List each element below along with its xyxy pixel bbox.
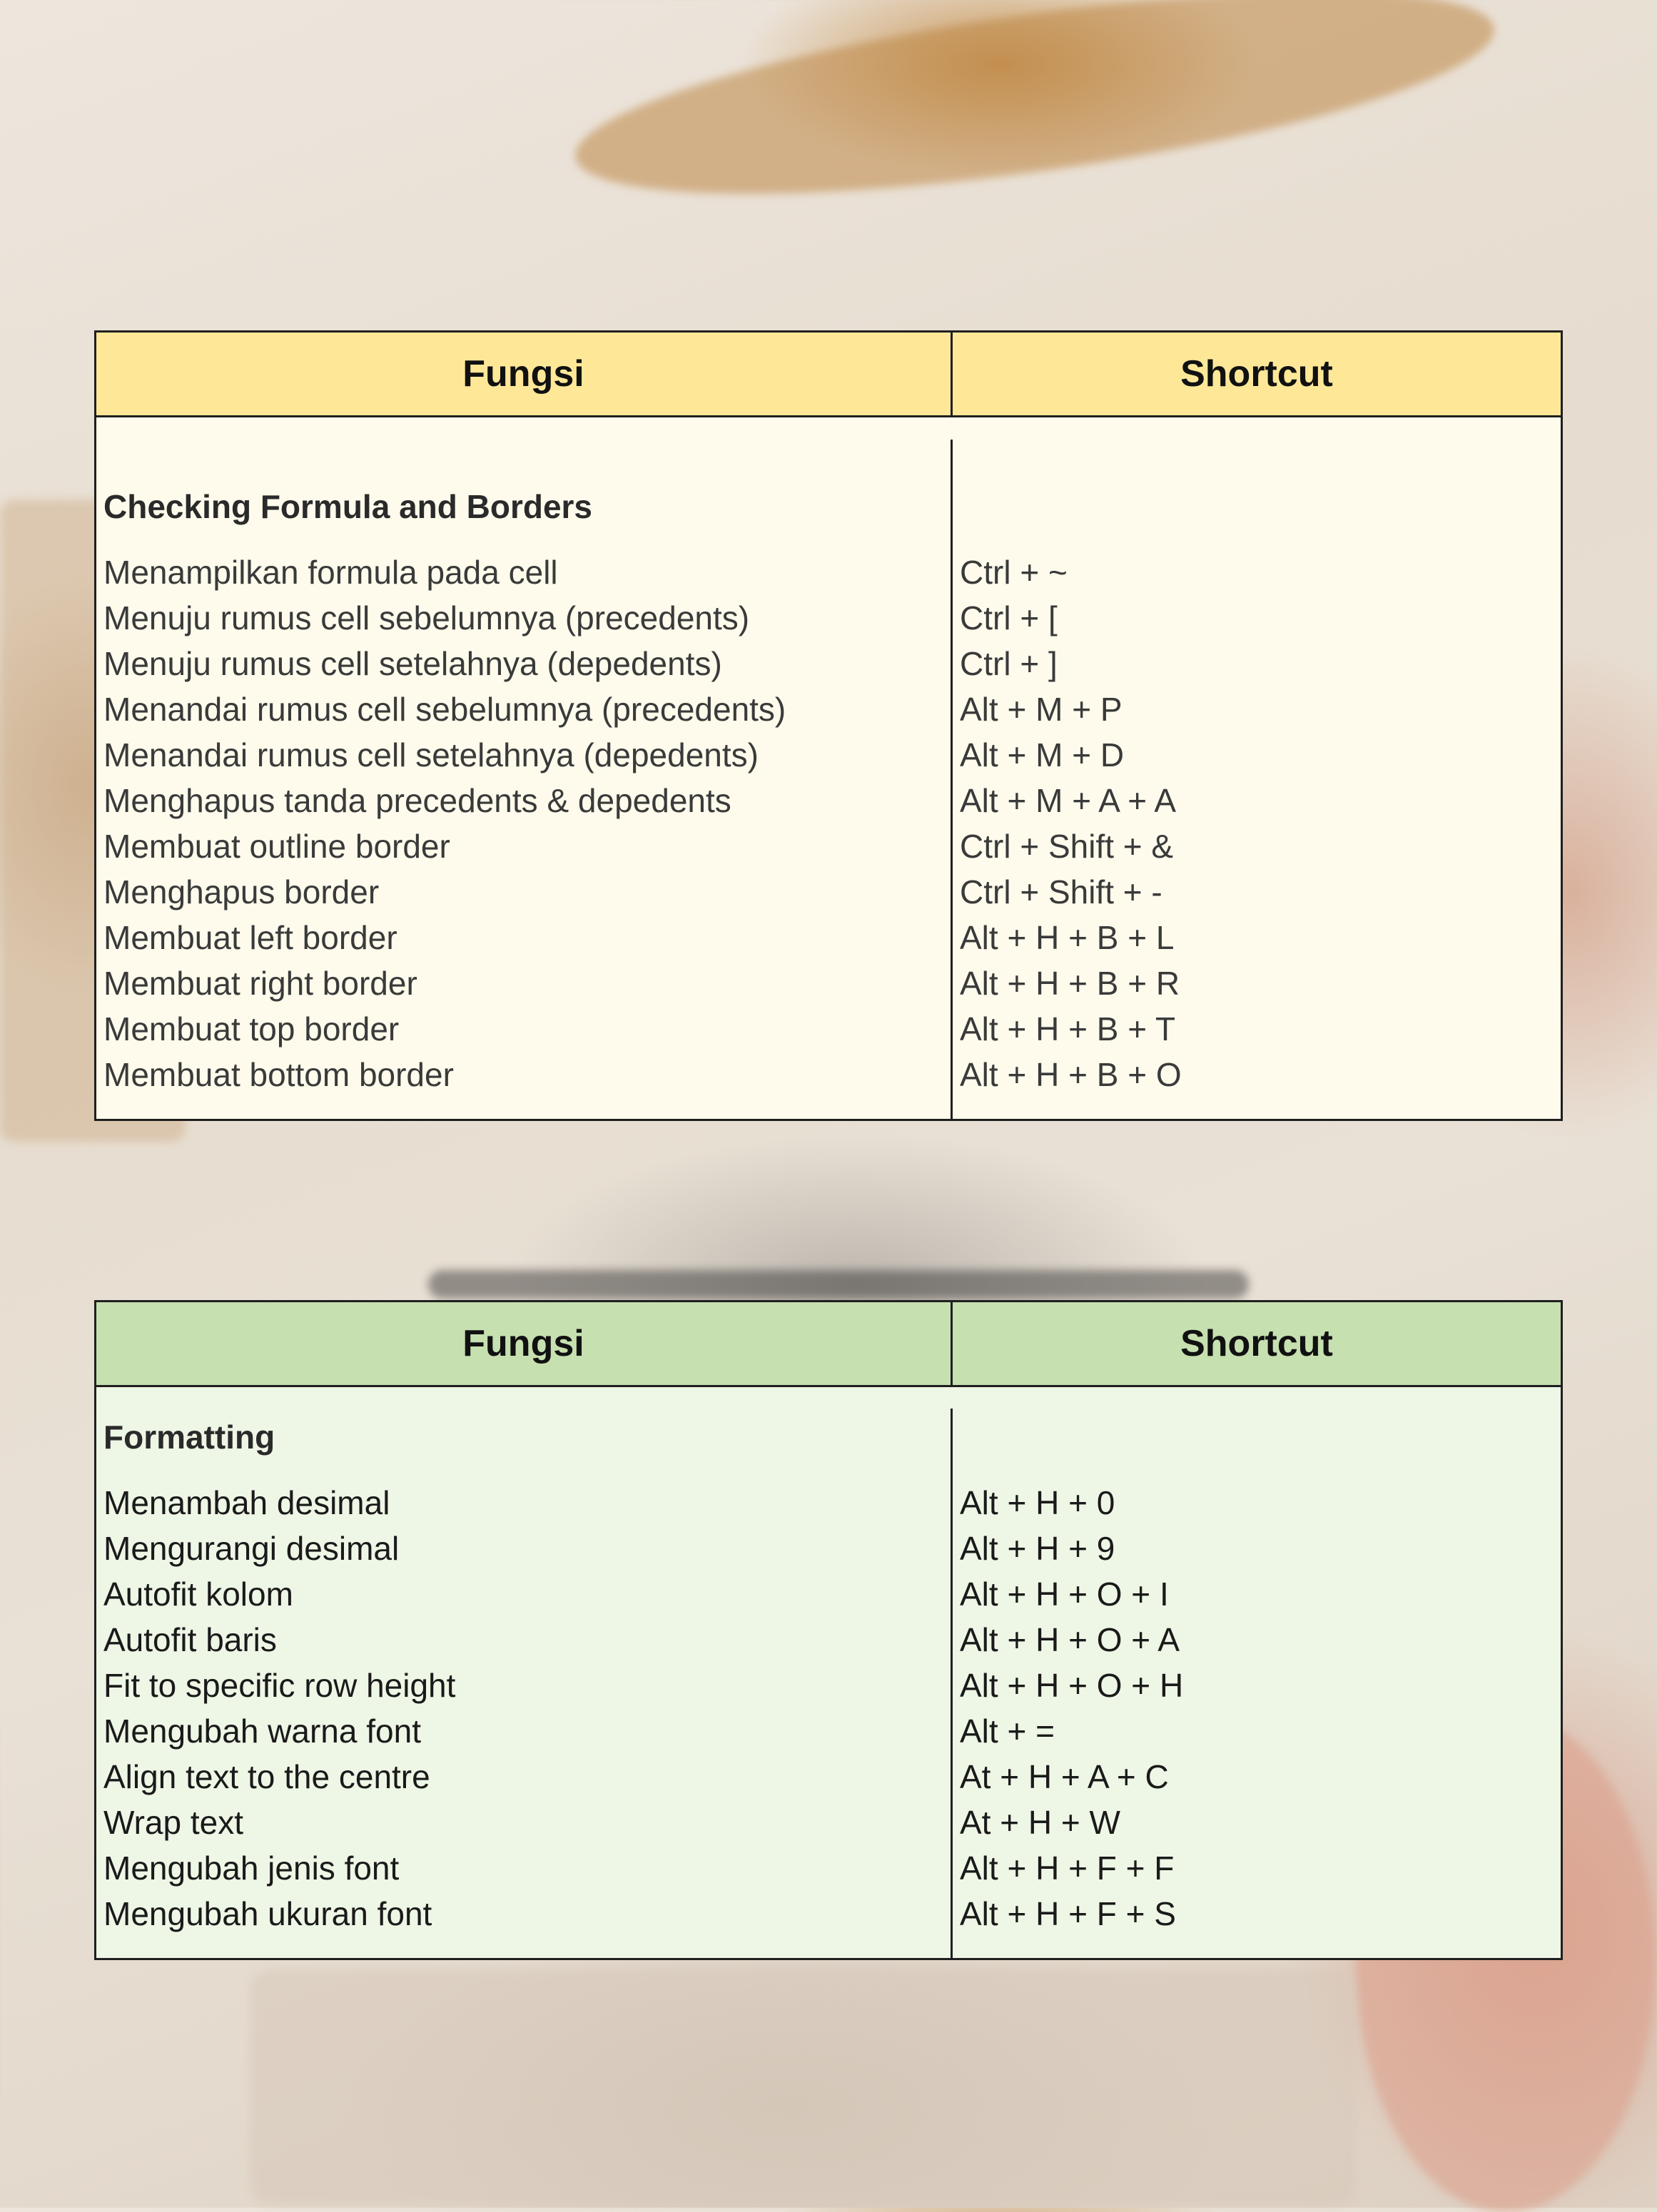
shortcut-table-checking-formula: [94, 330, 1563, 1121]
background-photo-wheat: [564, 0, 1505, 235]
table-row-shortcut: Alt + M + A + A: [960, 781, 1177, 819]
shortcut-table-formatting: [94, 1300, 1563, 1960]
table-row-shortcut: At + H + A + C: [960, 1758, 1169, 1795]
table-row-fungsi: Menambah desimal: [103, 1484, 390, 1521]
table-row-fungsi: Menuju rumus cell setelahnya (depedents): [103, 644, 722, 682]
table-row-fungsi: Autofit kolom: [103, 1576, 293, 1613]
section-title: Checking Formula and Borders: [103, 487, 593, 525]
column-header-shortcut: Shortcut: [953, 1302, 1561, 1387]
table-row-shortcut: Alt + H + O + I: [960, 1576, 1169, 1613]
shortcut-column: [953, 1409, 1561, 1958]
table-row-shortcut: Alt + H + B + R: [960, 964, 1180, 1002]
table-row-fungsi: Membuat right border: [103, 964, 417, 1002]
table-row-shortcut: Alt + H + B + L: [960, 918, 1175, 956]
fungsi-column: [96, 440, 953, 1120]
table-row-fungsi: Wrap text: [103, 1804, 243, 1841]
table-row-fungsi: Align text to the centre: [103, 1758, 430, 1795]
table-row-shortcut: Alt + H + O + A: [960, 1621, 1180, 1658]
table-row-fungsi: Menghapus tanda precedents & depedents: [103, 781, 731, 819]
table-row-shortcut: Ctrl + [: [960, 599, 1058, 636]
table-row-shortcut: Ctrl + Shift + -: [960, 873, 1162, 910]
column-header-fungsi: Fungsi: [96, 1302, 953, 1387]
table-row-shortcut: Alt + H + 0: [960, 1484, 1115, 1521]
table-row-fungsi: Menampilkan formula pada cell: [103, 553, 558, 591]
table-row-shortcut: Alt + H + F + S: [960, 1895, 1176, 1932]
table-row-fungsi: Menandai rumus cell sebelumnya (precedents): [103, 690, 786, 728]
table-row-fungsi: Mengurangi desimal: [103, 1530, 400, 1567]
table-row-shortcut: Alt + =: [960, 1713, 1055, 1750]
table-row-shortcut: Alt + H + B + O: [960, 1055, 1182, 1093]
table-row-fungsi: Menandai rumus cell setelahnya (depedents): [103, 736, 759, 773]
background-photo-notebook: [250, 1969, 1356, 2205]
table-row-shortcut: Ctrl + Shift + &: [960, 827, 1174, 865]
column-header-shortcut: Shortcut: [953, 333, 1561, 417]
table-row-fungsi: Fit to specific row height: [103, 1667, 456, 1704]
section-title: Formatting: [103, 1419, 275, 1456]
table-row-fungsi: Menghapus border: [103, 873, 380, 910]
table-row-fungsi: Mengubah warna font: [103, 1713, 421, 1750]
table-row-shortcut: Alt + H + B + T: [960, 1010, 1176, 1047]
table-row-shortcut: Alt + H + 9: [960, 1530, 1115, 1567]
table-row-fungsi: Mengubah ukuran font: [103, 1895, 432, 1932]
table-row-fungsi: Membuat left border: [103, 918, 397, 956]
fungsi-column: [96, 1409, 953, 1958]
table-row-fungsi: Membuat top border: [103, 1010, 400, 1047]
table-row-fungsi: Membuat outline border: [103, 827, 450, 865]
table-row-fungsi: Membuat bottom border: [103, 1055, 454, 1093]
table-row-shortcut: Ctrl + ]: [960, 644, 1058, 682]
table-row-shortcut: Alt + H + F + F: [960, 1850, 1175, 1887]
column-header-fungsi: Fungsi: [96, 333, 953, 417]
table-row-shortcut: Alt + M + P: [960, 690, 1123, 728]
table-row-shortcut: At + H + W: [960, 1804, 1120, 1841]
table-row-fungsi: Menuju rumus cell sebelumnya (precedents): [103, 599, 750, 636]
table-row-fungsi: Autofit baris: [103, 1621, 277, 1658]
shortcut-column: [953, 440, 1561, 1120]
table-row-fungsi: Mengubah jenis font: [103, 1850, 400, 1887]
table-row-shortcut: Ctrl + ~: [960, 553, 1068, 591]
table-row-shortcut: Alt + H + O + H: [960, 1667, 1184, 1704]
table-row-shortcut: Alt + M + D: [960, 736, 1125, 773]
background-photo-pen: [428, 1270, 1249, 1299]
